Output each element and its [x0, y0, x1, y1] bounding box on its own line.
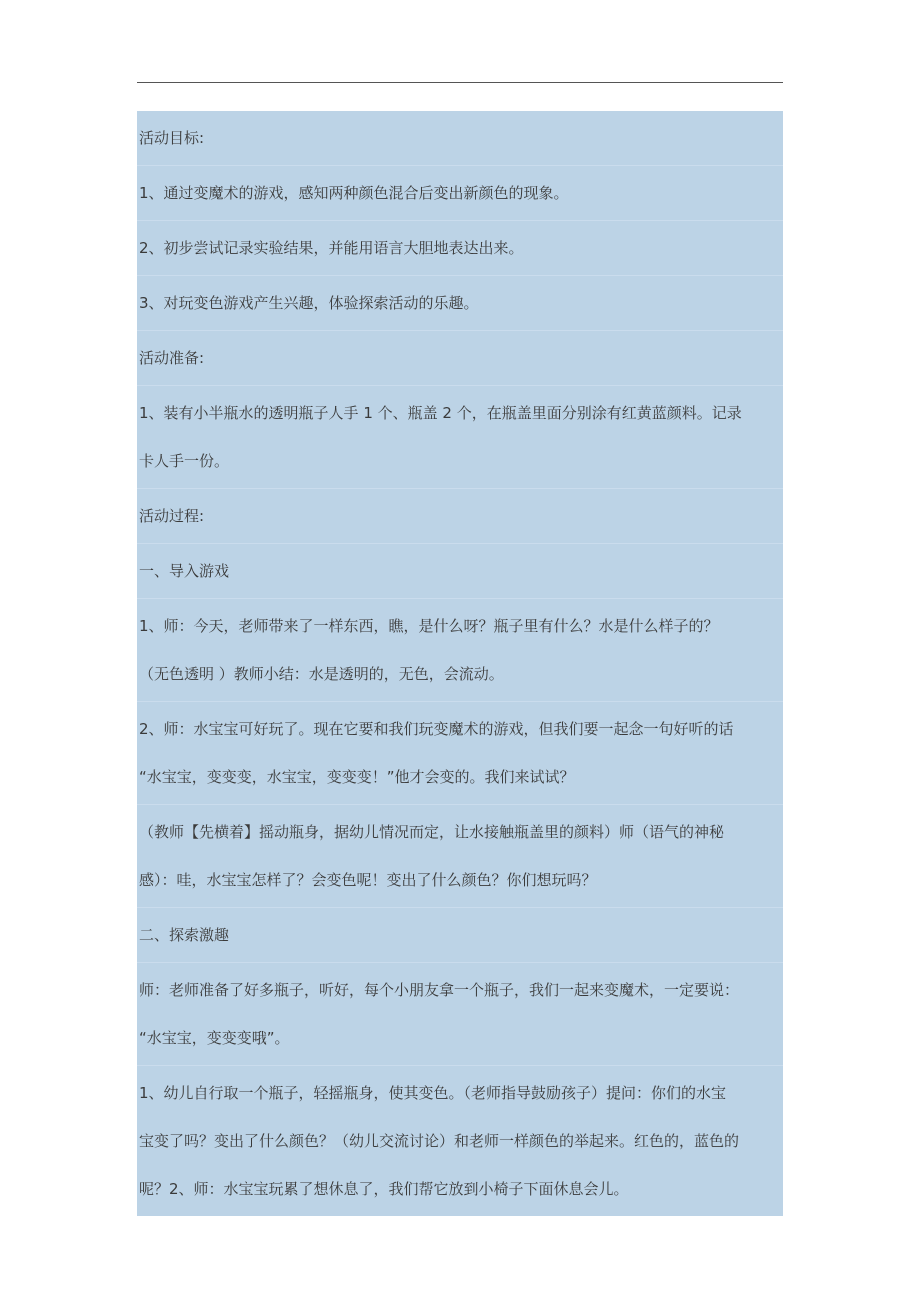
header-rule [137, 82, 783, 83]
paragraph-line: 2、师：水宝宝可好玩了。现在它要和我们玩变魔术的游戏，但我们要一起念一句好听的话 [139, 720, 734, 738]
paragraph-line: 1、幼儿自行取一个瓶子，轻摇瓶身，使其变色。（老师指导鼓励孩子）提问：你们的水宝 [139, 1084, 727, 1102]
paragraph [137, 544, 783, 599]
paragraph-line: 2、初步尝试记录实验结果，并能用语言大胆地表达出来。 [139, 239, 524, 257]
document-body [137, 111, 783, 1216]
paragraph-line: 活动准备: [139, 349, 205, 367]
paragraph-line: 师：老师准备了好多瓶子，听好，每个小朋友拿一个瓶子，我们一起来变魔术，一定要说： [139, 981, 740, 999]
paragraph [137, 1066, 783, 1216]
paragraph-line: 活动过程: [139, 507, 205, 525]
paragraph-line: 1、通过变魔术的游戏，感知两种颜色混合后变出新颜色的现象。 [139, 184, 569, 202]
paragraph-line: 宝变了吗？变出了什么颜色？（幼儿交流讨论）和老师一样颜色的举起来。红色的，蓝色的 [139, 1132, 740, 1150]
paragraph [137, 331, 783, 386]
paragraph [137, 702, 783, 805]
paragraph-line: 一、导入游戏 [139, 562, 230, 580]
paragraph-line: （无色透明 ）教师小结：水是透明的，无色，会流动。 [139, 665, 504, 683]
paragraph-line: 1、装有小半瓶水的透明瓶子人手 1 个、瓶盖 2 个，在瓶盖里面分别涂有红黄蓝颜料。记录 [139, 404, 742, 422]
paragraph [137, 908, 783, 963]
paragraph-line: 感）：哇，水宝宝怎样了？会变色呢！变出了什么颜色？你们想玩吗？ [139, 871, 597, 889]
paragraph-line: （教师【先横着】摇动瓶身，据幼儿情况而定，让水接触瓶盖里的颜料）师（语气的神秘 [139, 823, 725, 841]
paragraph [137, 221, 783, 276]
paragraph-line: 二、探索激趣 [139, 926, 230, 944]
paragraph [137, 386, 783, 489]
paragraph [137, 111, 783, 166]
paragraph [137, 963, 783, 1066]
paragraph [137, 599, 783, 702]
paragraph-line: 呢？2、师：水宝宝玩累了想休息了，我们帮它放到小椅子下面休息会儿。 [139, 1180, 629, 1198]
paragraph-line: 3、对玩变色游戏产生兴趣，体验探索活动的乐趣。 [139, 294, 479, 312]
paragraph-line: 活动目标: [139, 129, 205, 147]
paragraph [137, 489, 783, 544]
paragraph [137, 276, 783, 331]
paragraph [137, 166, 783, 221]
paragraph-line: “水宝宝，变变变哦”。 [139, 1029, 290, 1047]
paragraph-line: 1、师：今天，老师带来了一样东西，瞧，是什么呀？瓶子里有什么？水是什么样子的？ [139, 617, 719, 635]
paragraph [137, 805, 783, 908]
paragraph-line: 卡人手一份。 [139, 452, 230, 470]
paragraph-line: “水宝宝，变变变，水宝宝，变变变！”他才会变的。我们来试试？ [139, 768, 575, 786]
